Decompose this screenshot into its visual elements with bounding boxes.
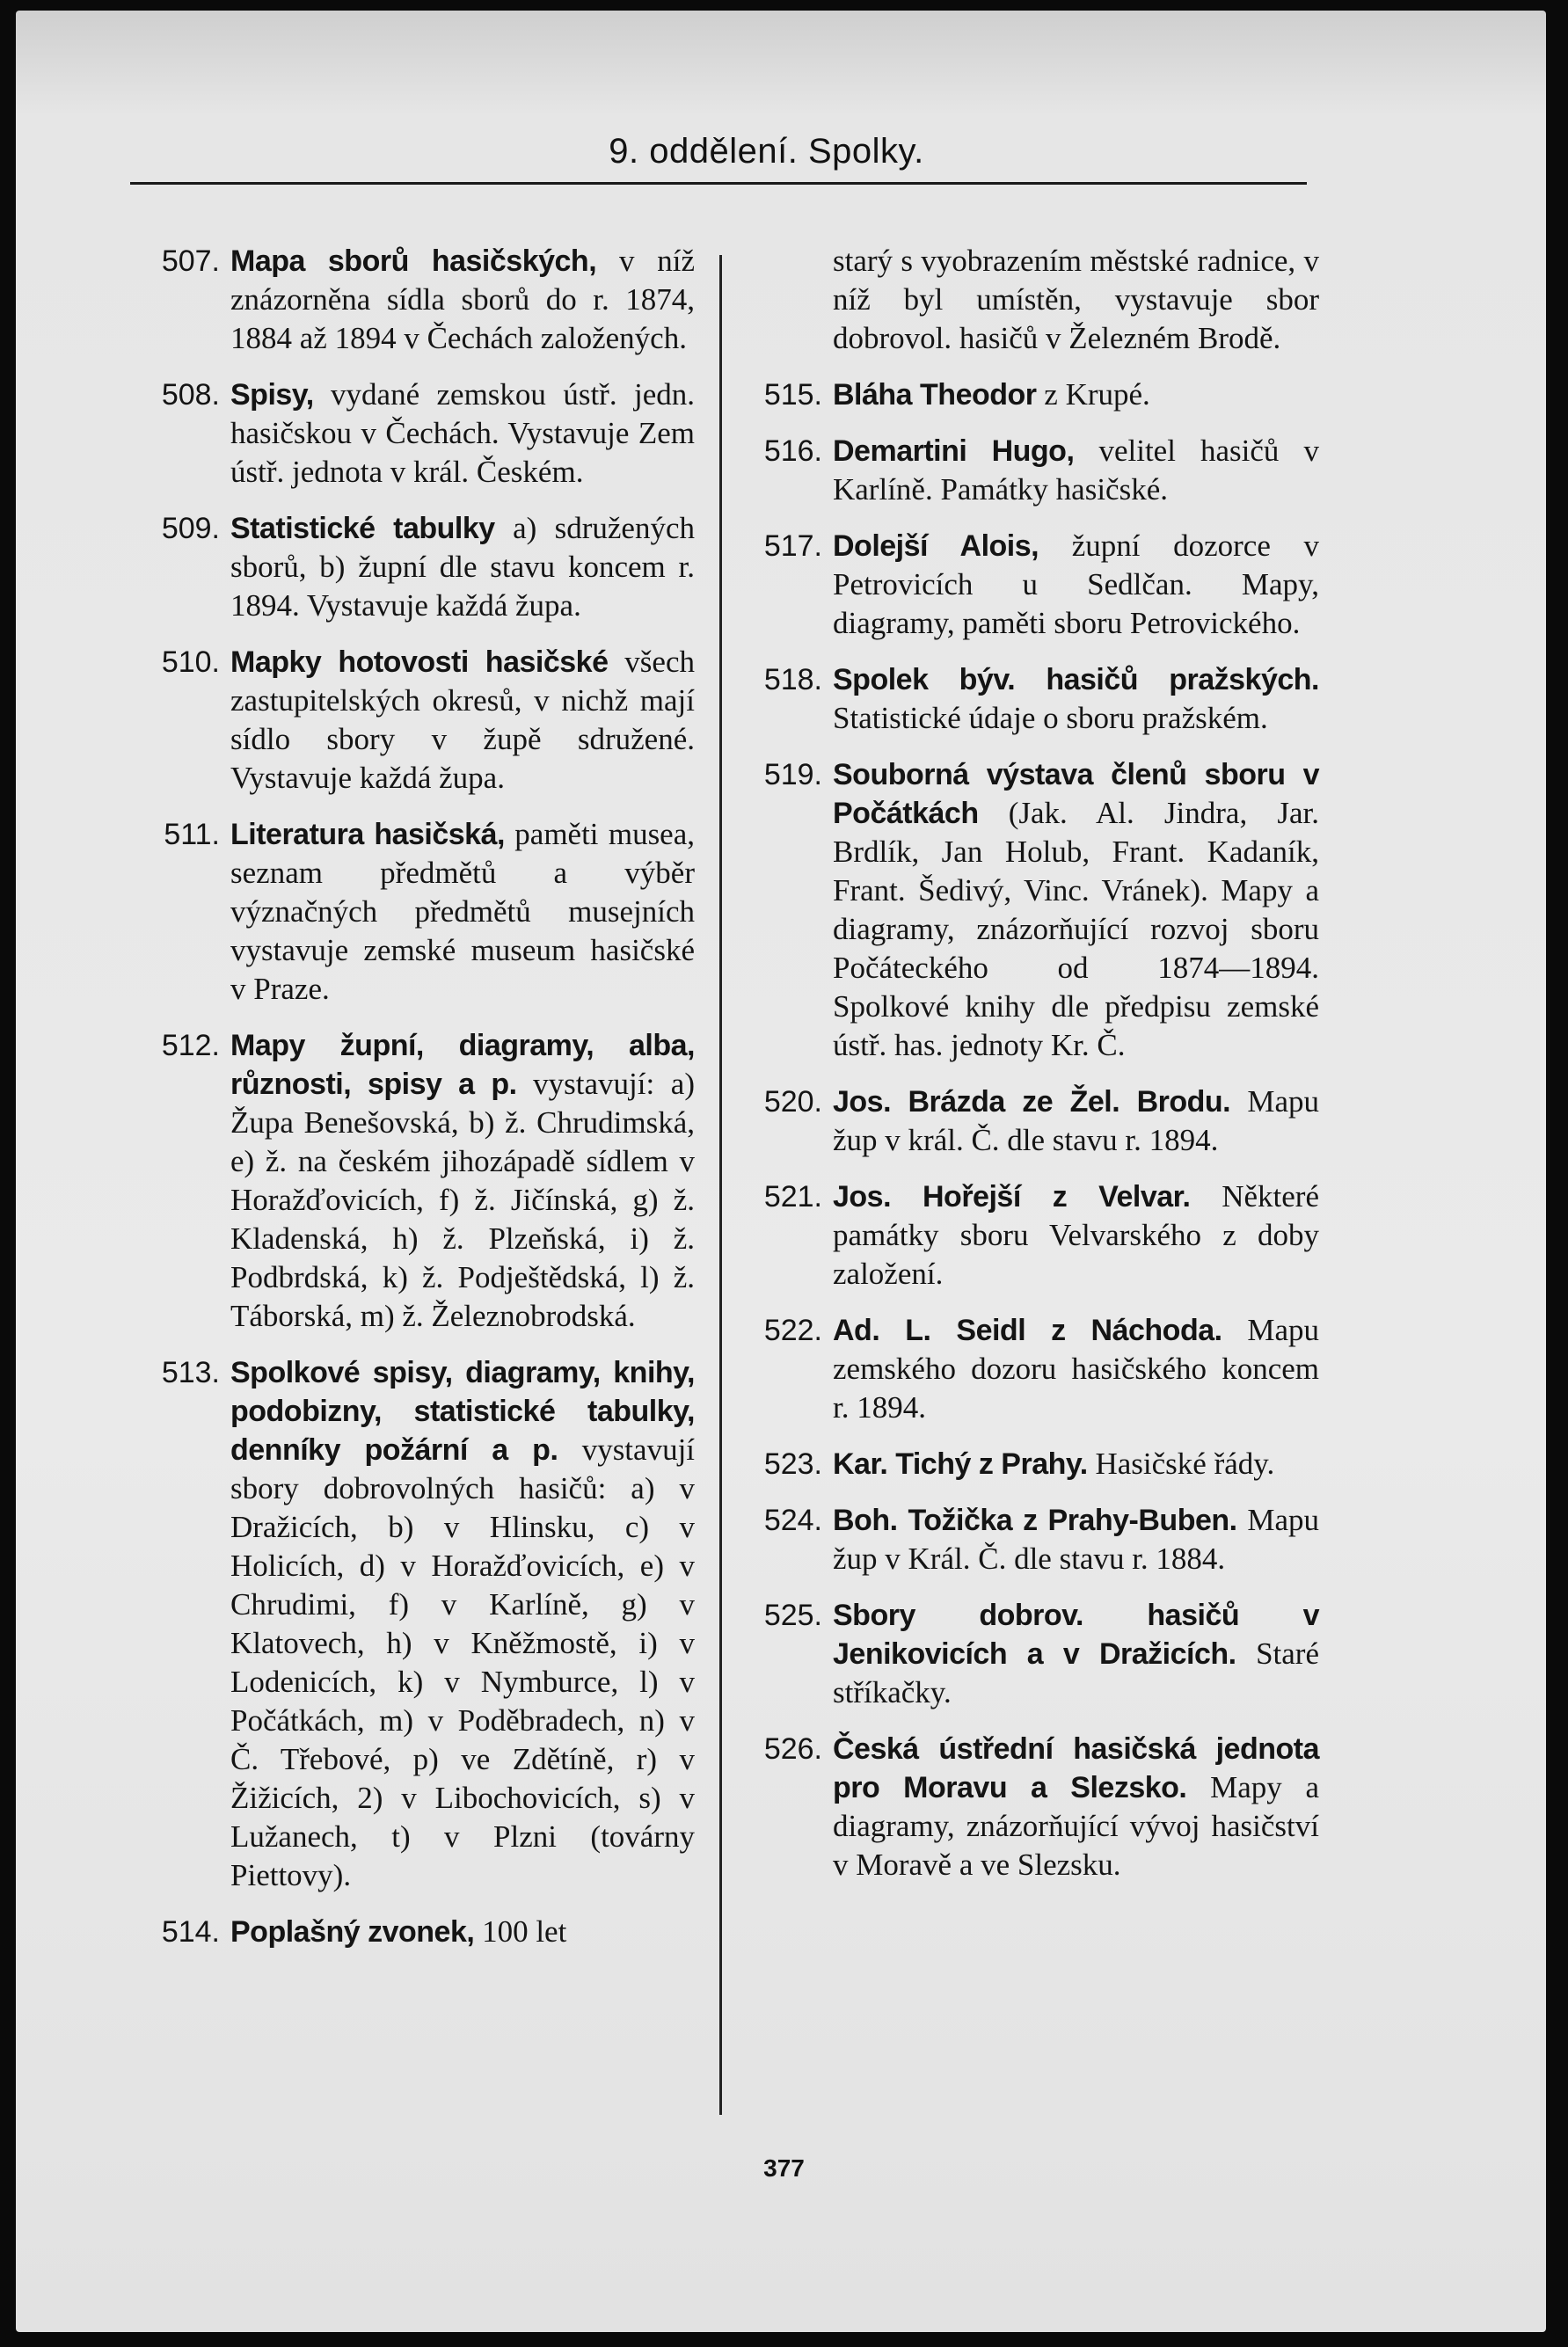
catalog-entry <box>734 660 1319 738</box>
entry-title: Mapky hotovosti hasičské <box>230 645 609 679</box>
catalog-entry <box>132 1026 695 1336</box>
entry-title: Sbory dobrov. hasičů v Jenikovicích a v Dražicích. <box>833 1599 1319 1671</box>
entry-number: 517. <box>763 529 822 563</box>
entry-number: 518. <box>763 663 822 696</box>
catalog-entry <box>734 432 1319 509</box>
entry-text: v níž znázorněna sídla sborů do r. 1874, 1884 až 1894 v Čechách založených. <box>230 244 695 355</box>
entry-title: Ad. L. Seidl z Náchoda. <box>833 1314 1222 1347</box>
catalog-entry <box>734 375 1319 414</box>
entry-number: 520. <box>763 1085 822 1119</box>
left-column <box>132 242 695 1969</box>
entry-text: Některé památky sboru Velvarského z doby založení. <box>833 1179 1319 1291</box>
entry-text: vydané zemskou ústř. jedn. hasičskou v Čechách. Vystavuje Zem ústř. jednota v král. Českém. <box>230 377 695 489</box>
page-number: 377 <box>763 2154 805 2182</box>
catalog-entry <box>734 1596 1319 1712</box>
entry-text: (Jak. Al. Jindra, Jar. Brdlík, Jan Holub, Frant. Kadaník, Frant. Šedivý, Vinc. Vránek). Mapy a diagramy, znázorňující rozvoj sboru Počáteckého od 1874—1894. Spolkové knihy dle předpisu zemské ústř. has. jednoty Kr. Č. <box>833 796 1320 1062</box>
catalog-entry <box>132 1913 695 1951</box>
catalog-entry <box>132 1353 695 1895</box>
entry-title: Spisy, <box>230 378 314 412</box>
entry-number: 509. <box>161 512 220 545</box>
entry-number: 519. <box>763 758 822 791</box>
catalog-entry <box>132 643 695 798</box>
entry-text: Staré stříkačky. <box>833 1636 1319 1709</box>
right-column <box>734 242 1319 1902</box>
entry-title: Souborná výstava členů sboru v Počátkách <box>833 758 1319 830</box>
entry-title: Mapy župní, diagramy, alba, různosti, spisy a p. <box>230 1029 695 1101</box>
entry-title: Jos. Brázda ze Žel. Brodu. <box>833 1085 1231 1119</box>
entry-text: z Krupé. <box>1044 377 1150 412</box>
entry-title: Boh. Tožička z Prahy-Buben. <box>833 1504 1237 1537</box>
catalog-entry <box>132 509 695 625</box>
entry-title: Statistické tabulky <box>230 512 495 545</box>
column-divider <box>719 255 722 2115</box>
catalog-entry <box>734 755 1319 1065</box>
entry-number: 512. <box>161 1029 220 1062</box>
entry-number: 526. <box>763 1732 822 1766</box>
catalog-entry <box>734 1177 1319 1294</box>
entry-text: 100 let <box>482 1914 567 1949</box>
catalog-entry <box>132 375 695 492</box>
entry-text: Mapu žup v Král. Č. dle stavu r. 1884. <box>833 1503 1319 1576</box>
entry-text: Mapy a diagramy, znázorňující vývoj hasičství v Moravě a ve Slezsku. <box>833 1770 1319 1882</box>
header-rule <box>130 182 1307 185</box>
catalog-entry <box>734 1082 1319 1160</box>
entry-text: starý s vyobrazením městské radnice, v níž byl umístěn, vystavuje sbor dobrovol. hasičů v Železném Brodě. <box>833 244 1319 355</box>
entry-text: paměti musea, seznam předmětů a výběr význačných předmětů musejních vystavuje zemské museum hasičské v Praze. <box>230 817 696 1006</box>
entry-title: Bláha Theodor <box>833 378 1037 412</box>
header-title: 9. oddělení. Spolky. <box>609 132 924 171</box>
entry-number: 515. <box>763 378 822 412</box>
entry-title: Poplašný zvonek, <box>230 1915 475 1949</box>
entry-title: Mapa sborů hasičských, <box>230 244 597 278</box>
catalog-entry <box>734 242 1319 358</box>
entry-number: 524. <box>763 1504 822 1537</box>
catalog-entry <box>734 1501 1319 1578</box>
entry-number: 510. <box>161 645 220 679</box>
entry-number: 511. <box>164 818 220 851</box>
entry-text: vystavují sbory dobrovolných hasičů: a) v Dražicích, b) v Hlinsku, c) v Holicích, d) v Horažďovicích, e) v Chrudimi, f) v Karlíně, g) v Klatovech, h) v Kněžmostě, i) v Lodenicích, k) v Nymburce, l) v Počátkách, m) v Poděbradech, n) v Č. Třebové, p) ve Zdětíně, r) v Žižicích, 2) v Libochovicích, s) v Lužanech, t) v Plzni (továrny Piettovy). <box>230 1432 696 1892</box>
entry-title: Dolejší Alois, <box>833 529 1039 563</box>
entry-number: 507. <box>161 244 220 278</box>
entry-number: 513. <box>161 1356 220 1389</box>
catalog-entry <box>132 815 695 1009</box>
catalog-entry <box>734 1311 1319 1427</box>
entry-title: Demartini Hugo, <box>833 434 1075 468</box>
entry-title: Literatura hasičská, <box>230 818 505 851</box>
entry-text: Statistické údaje o sboru pražském. <box>833 701 1268 735</box>
entry-number: 521. <box>763 1180 822 1214</box>
entry-text: všech zastupitelských okresů, v nichž mají sídlo sbory v župě sdružené. Vystavuje každá župa. <box>230 645 695 795</box>
entry-number: 522. <box>763 1314 822 1347</box>
catalog-entry <box>132 242 695 358</box>
entry-number: 508. <box>161 378 220 412</box>
entry-text: a) sdružených sborů, b) župní dle stavu koncem r. 1894. Vystavuje každá župa. <box>230 511 696 623</box>
entry-text: župní dozorce v Petrovicích u Sedlčan. Mapy, diagramy, paměti sboru Petrovického. <box>833 528 1319 640</box>
entry-number: 523. <box>763 1447 822 1481</box>
entry-text: Mapu zemského dozoru hasičského koncem r. 1894. <box>833 1313 1319 1425</box>
page-header <box>0 132 1568 171</box>
entry-number: 514. <box>161 1915 220 1949</box>
entry-number: 525. <box>763 1599 822 1632</box>
entry-title: Česká ústřední hasičská jednota pro Moravu a Slezsko. <box>833 1732 1319 1804</box>
catalog-entry <box>734 1730 1319 1884</box>
entry-title: Spolkové spisy, diagramy, knihy, podobizny, statistické tabulky, denníky požární a p. <box>230 1356 695 1467</box>
entry-text: velitel hasičů v Karlíně. Památky hasičské. <box>833 434 1319 507</box>
entry-text: vystavují: a) Župa Benešovská, b) ž. Chrudimská, e) ž. na českém jihozápadě sídlem v Horažďovicích, f) ž. Jičínská, g) ž. Kladenská, h) ž. Plzeňská, i) ž. Podbrdská, k) ž. Podještědská, l) ž. Táborská, m) ž. Železnobrodská. <box>230 1067 695 1333</box>
catalog-entry <box>734 1445 1319 1483</box>
entry-text: Mapu žup v král. Č. dle stavu r. 1894. <box>833 1084 1319 1157</box>
entry-title: Kar. Tichý z Prahy. <box>833 1447 1088 1481</box>
entry-title: Jos. Hořejší z Velvar. <box>833 1180 1191 1214</box>
entry-title: Spolek býv. hasičů pražských. <box>833 663 1319 696</box>
entry-text: Hasičské řády. <box>1095 1447 1275 1481</box>
catalog-entry <box>734 527 1319 643</box>
entry-number: 516. <box>763 434 822 468</box>
